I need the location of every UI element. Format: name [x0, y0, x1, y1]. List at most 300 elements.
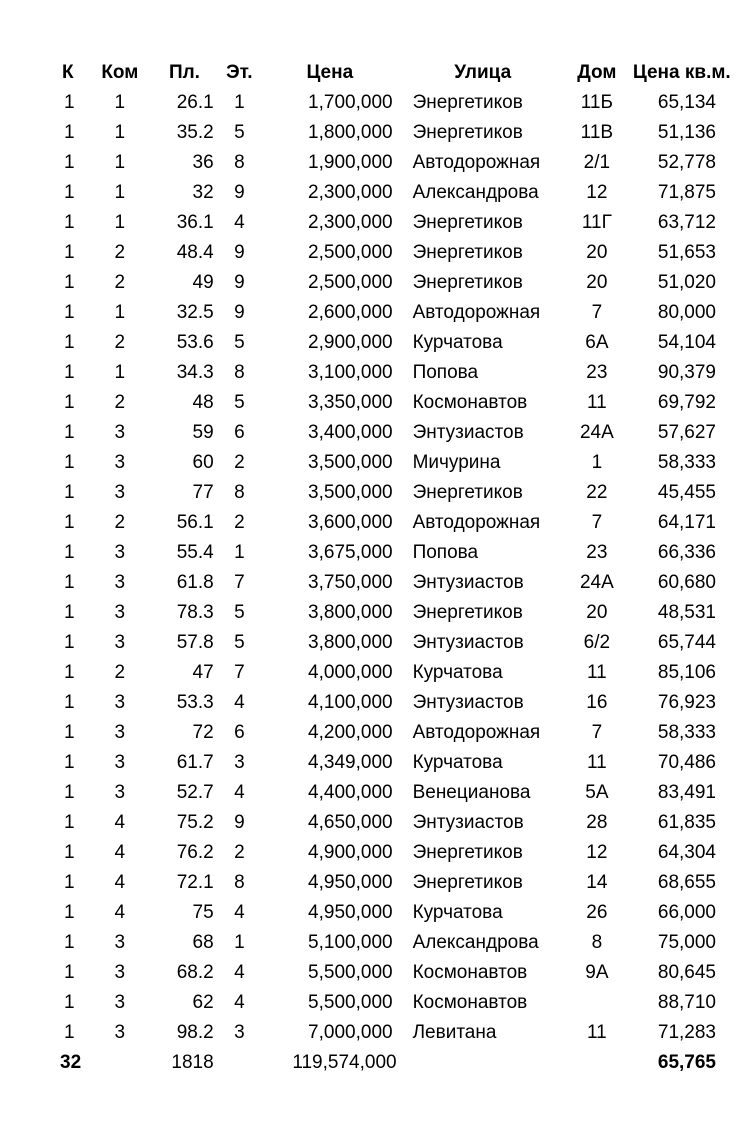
cell-k: 1 — [64, 572, 75, 593]
cell-street: Александрова — [412, 932, 539, 953]
cell-street: Энергетиков — [412, 602, 523, 623]
total-price: 119,574,000 — [292, 1052, 397, 1073]
cell-rooms: 4 — [114, 872, 126, 893]
cell-area: 72 — [192, 722, 214, 743]
cell-house: 20 — [586, 272, 608, 293]
cell-rooms: 1 — [114, 302, 126, 323]
cell-house: 20 — [586, 242, 608, 263]
cell-street: Энергетиков — [412, 212, 523, 233]
cell-rooms: 1 — [114, 122, 126, 143]
cell-rooms: 2 — [114, 512, 126, 533]
table-row — [52, 118, 752, 148]
cell-floor: 8 — [234, 482, 245, 503]
cell-price: 7,000,000 — [308, 1022, 393, 1043]
apartment-table — [52, 58, 752, 1078]
cell-house — [569, 988, 625, 1018]
cell-k: 1 — [64, 452, 75, 473]
table-row — [52, 358, 752, 388]
cell-area: 53.3 — [176, 692, 214, 713]
cell-k: 1 — [64, 362, 75, 383]
table-row — [52, 508, 752, 538]
cell-area: 60 — [192, 452, 214, 473]
total-count: 32 — [60, 1052, 82, 1073]
cell-price: 3,600,000 — [308, 512, 393, 533]
cell-house: 22 — [586, 482, 608, 503]
cell-house: 11 — [587, 1022, 607, 1043]
cell-price: 3,800,000 — [308, 632, 393, 653]
cell-street: Энтузиастов — [412, 632, 524, 653]
cell-house: 12 — [586, 842, 608, 863]
cell-price-per-m2: 61,835 — [657, 812, 716, 833]
cell-area: 68.2 — [176, 962, 214, 983]
cell-floor: 1 — [234, 542, 245, 563]
cell-house: 6А — [585, 332, 609, 353]
table-row — [52, 388, 752, 418]
cell-street: Энергетиков — [412, 842, 523, 863]
cell-k: 1 — [64, 872, 75, 893]
cell-floor: 6 — [234, 722, 245, 743]
cell-price: 5,100,000 — [308, 932, 393, 953]
cell-rooms: 3 — [114, 422, 126, 443]
cell-price-per-m2: 64,304 — [657, 842, 716, 863]
cell-price: 3,500,000 — [308, 482, 393, 503]
total-empty-house — [569, 1048, 625, 1078]
cell-house: 16 — [586, 692, 608, 713]
cell-floor: 7 — [234, 662, 245, 683]
cell-street: Энтузиастов — [412, 812, 524, 833]
cell-area: 36.1 — [176, 212, 214, 233]
cell-rooms: 1 — [114, 92, 126, 113]
cell-floor: 4 — [234, 992, 245, 1013]
cell-price-per-m2: 70,486 — [657, 752, 716, 773]
cell-street: Космонавтов — [412, 992, 528, 1013]
table-row — [52, 598, 752, 628]
cell-price: 4,950,000 — [308, 872, 393, 893]
table-row — [52, 868, 752, 898]
cell-price-per-m2: 65,134 — [657, 92, 716, 113]
cell-area: 57.8 — [176, 632, 214, 653]
cell-k: 1 — [64, 482, 75, 503]
cell-price-per-m2: 58,333 — [657, 722, 716, 743]
cell-area: 75.2 — [176, 812, 214, 833]
cell-price: 3,500,000 — [308, 452, 393, 473]
cell-k: 1 — [64, 752, 75, 773]
cell-price-per-m2: 63,712 — [657, 212, 716, 233]
cell-street: Автодорожная — [412, 302, 541, 323]
cell-price: 4,349,000 — [308, 752, 393, 773]
cell-k: 1 — [64, 212, 75, 233]
cell-k: 1 — [64, 392, 75, 413]
total-empty-rooms — [86, 1048, 153, 1078]
cell-house: 7 — [591, 512, 603, 533]
cell-price-per-m2: 90,379 — [657, 362, 716, 383]
cell-rooms: 3 — [114, 632, 126, 653]
cell-area: 48 — [192, 392, 214, 413]
cell-house: 14 — [586, 872, 608, 893]
cell-street: Энергетиков — [412, 272, 523, 293]
cell-floor: 7 — [234, 572, 245, 593]
cell-k: 1 — [64, 182, 75, 203]
cell-price-per-m2: 48,531 — [657, 602, 716, 623]
table-row — [52, 778, 752, 808]
cell-k: 1 — [64, 692, 75, 713]
table-row — [52, 568, 752, 598]
cell-price: 2,600,000 — [308, 302, 393, 323]
cell-rooms: 3 — [114, 782, 126, 803]
table-row — [52, 178, 752, 208]
cell-k: 1 — [64, 152, 75, 173]
cell-area: 61.8 — [176, 572, 214, 593]
cell-area: 52.7 — [176, 782, 214, 803]
cell-k: 1 — [64, 1022, 75, 1043]
cell-area: 47 — [192, 662, 214, 683]
cell-area: 48.4 — [176, 242, 214, 263]
table-body — [52, 88, 752, 1048]
cell-house: 7 — [591, 722, 603, 743]
cell-floor: 5 — [234, 122, 245, 143]
cell-street: Автодорожная — [412, 722, 541, 743]
cell-house: 26 — [586, 902, 608, 923]
cell-rooms: 3 — [114, 962, 126, 983]
column-header-street: Улица — [454, 62, 512, 83]
cell-street: Курчатова — [412, 332, 503, 353]
cell-rooms: 2 — [114, 242, 126, 263]
cell-rooms: 3 — [114, 602, 126, 623]
cell-rooms: 3 — [114, 1022, 126, 1043]
cell-price-per-m2: 66,000 — [657, 902, 716, 923]
cell-house: 2/1 — [583, 152, 611, 173]
cell-rooms: 3 — [114, 452, 126, 473]
table-row — [52, 418, 752, 448]
cell-floor: 5 — [234, 632, 245, 653]
table-row — [52, 328, 752, 358]
cell-price-per-m2: 58,333 — [657, 452, 716, 473]
total-empty-street — [397, 1048, 569, 1078]
table-row — [52, 718, 752, 748]
cell-area: 56.1 — [176, 512, 214, 533]
cell-floor: 5 — [234, 332, 245, 353]
cell-area: 32.5 — [176, 302, 214, 323]
cell-price: 5,500,000 — [308, 992, 393, 1013]
cell-street: Мичурина — [412, 452, 501, 473]
cell-floor: 8 — [234, 362, 245, 383]
cell-area: 34.3 — [176, 362, 214, 383]
cell-rooms: 2 — [114, 272, 126, 293]
cell-floor: 9 — [234, 272, 245, 293]
cell-floor: 8 — [234, 152, 245, 173]
cell-floor: 4 — [234, 782, 245, 803]
cell-rooms: 4 — [114, 842, 126, 863]
cell-house: 23 — [586, 362, 608, 383]
cell-price-per-m2: 71,875 — [657, 182, 716, 203]
cell-area: 76.2 — [176, 842, 214, 863]
header-row — [52, 58, 752, 88]
cell-street: Автодорожная — [412, 512, 541, 533]
cell-rooms: 1 — [114, 212, 126, 233]
totals-row — [52, 1048, 752, 1078]
table-row — [52, 658, 752, 688]
cell-price-per-m2: 52,778 — [657, 152, 716, 173]
cell-floor: 9 — [234, 812, 245, 833]
cell-house: 6/2 — [583, 632, 611, 653]
cell-street: Венецианова — [412, 782, 531, 803]
cell-area: 68 — [192, 932, 214, 953]
cell-price-per-m2: 80,000 — [657, 302, 716, 323]
cell-k: 1 — [64, 842, 75, 863]
cell-house: 12 — [586, 182, 608, 203]
cell-rooms: 1 — [114, 152, 126, 173]
cell-area: 98.2 — [176, 1022, 214, 1043]
column-header-floor: Эт. — [226, 62, 253, 83]
cell-k: 1 — [64, 902, 75, 923]
cell-area: 32 — [192, 182, 214, 203]
cell-k: 1 — [64, 812, 75, 833]
cell-area: 75 — [192, 902, 214, 923]
cell-house: 7 — [591, 302, 603, 323]
table-row — [52, 898, 752, 928]
cell-k: 1 — [64, 92, 75, 113]
cell-house: 11Б — [580, 92, 613, 113]
cell-k: 1 — [64, 542, 75, 563]
cell-price: 2,300,000 — [308, 182, 393, 203]
column-header-price: Цена — [306, 62, 354, 83]
cell-rooms: 3 — [114, 542, 126, 563]
cell-price-per-m2: 65,744 — [657, 632, 716, 653]
cell-rooms: 2 — [114, 332, 126, 353]
cell-floor: 2 — [234, 452, 245, 473]
cell-k: 1 — [64, 242, 75, 263]
apartment-listing-sheet — [0, 58, 754, 1078]
cell-k: 1 — [64, 722, 75, 743]
cell-price-per-m2: 80,645 — [657, 962, 716, 983]
cell-area: 78.3 — [176, 602, 214, 623]
cell-price: 2,500,000 — [308, 242, 393, 263]
average-price-per-m2: 65,765 — [657, 1052, 716, 1073]
cell-price: 2,300,000 — [308, 212, 393, 233]
cell-price: 4,000,000 — [308, 662, 393, 683]
cell-street: Автодорожная — [412, 152, 541, 173]
cell-area: 26.1 — [176, 92, 214, 113]
cell-k: 1 — [64, 992, 75, 1013]
cell-area: 59 — [192, 422, 214, 443]
table-row — [52, 298, 752, 328]
cell-k: 1 — [64, 782, 75, 803]
cell-floor: 4 — [234, 902, 245, 923]
cell-house: 24А — [579, 572, 614, 593]
cell-house: 11В — [580, 122, 614, 143]
cell-floor: 1 — [234, 932, 245, 953]
cell-k: 1 — [64, 332, 75, 353]
cell-street: Александрова — [412, 182, 539, 203]
cell-street: Курчатова — [412, 902, 503, 923]
cell-street: Энергетиков — [412, 482, 523, 503]
cell-area: 55.4 — [176, 542, 214, 563]
cell-floor: 9 — [234, 242, 245, 263]
cell-area: 53.6 — [176, 332, 214, 353]
cell-floor: 2 — [234, 512, 245, 533]
cell-rooms: 4 — [114, 812, 126, 833]
cell-house: 23 — [586, 542, 608, 563]
table-row — [52, 838, 752, 868]
cell-price-per-m2: 51,653 — [657, 242, 716, 263]
cell-house: 11 — [587, 752, 607, 773]
cell-rooms: 3 — [114, 932, 126, 953]
cell-house: 5А — [585, 782, 609, 803]
table-row — [52, 628, 752, 658]
cell-street: Попова — [412, 362, 479, 383]
column-header-rooms: Ком — [101, 62, 139, 83]
cell-street: Энергетиков — [412, 122, 523, 143]
cell-price: 3,750,000 — [308, 572, 393, 593]
cell-area: 49 — [192, 272, 214, 293]
cell-street: Энтузиастов — [412, 692, 524, 713]
cell-price: 3,350,000 — [308, 392, 393, 413]
cell-street: Космонавтов — [412, 392, 528, 413]
cell-house: 20 — [586, 602, 608, 623]
cell-street: Космонавтов — [412, 962, 528, 983]
cell-area: 62 — [192, 992, 214, 1013]
table-row — [52, 478, 752, 508]
cell-k: 1 — [64, 932, 75, 953]
cell-rooms: 1 — [114, 362, 126, 383]
table-row — [52, 808, 752, 838]
cell-price-per-m2: 57,627 — [657, 422, 716, 443]
cell-k: 1 — [64, 302, 75, 323]
cell-price: 3,800,000 — [308, 602, 393, 623]
cell-floor: 4 — [234, 212, 245, 233]
cell-floor: 1 — [234, 92, 245, 113]
cell-floor: 9 — [234, 182, 245, 203]
cell-price: 4,950,000 — [308, 902, 393, 923]
cell-rooms: 3 — [114, 692, 126, 713]
table-row — [52, 88, 752, 118]
table-row — [52, 688, 752, 718]
cell-price-per-m2: 85,106 — [657, 662, 716, 683]
cell-price: 1,800,000 — [308, 122, 393, 143]
cell-house: 1 — [591, 452, 603, 473]
table-row — [52, 238, 752, 268]
cell-k: 1 — [64, 422, 75, 443]
cell-floor: 6 — [234, 422, 245, 443]
cell-price-per-m2: 66,336 — [657, 542, 716, 563]
cell-price-per-m2: 71,283 — [657, 1022, 716, 1043]
cell-price: 3,675,000 — [308, 542, 393, 563]
table-row — [52, 958, 752, 988]
cell-price: 4,400,000 — [308, 782, 393, 803]
column-header-area: Пл. — [168, 62, 200, 83]
cell-price: 3,100,000 — [308, 362, 393, 383]
table-row — [52, 268, 752, 298]
cell-floor: 8 — [234, 872, 245, 893]
cell-k: 1 — [64, 512, 75, 533]
cell-house: 24А — [579, 422, 614, 443]
cell-price: 5,500,000 — [308, 962, 393, 983]
column-header-house: Дом — [577, 62, 617, 83]
cell-house: 9А — [585, 962, 609, 983]
total-area: 1818 — [171, 1052, 214, 1073]
cell-street: Энергетиков — [412, 242, 523, 263]
cell-k: 1 — [64, 122, 75, 143]
table-row — [52, 988, 752, 1018]
table-row — [52, 148, 752, 178]
cell-price-per-m2: 45,455 — [657, 482, 716, 503]
cell-house: 11Г — [581, 212, 612, 233]
cell-price-per-m2: 75,000 — [657, 932, 716, 953]
cell-k: 1 — [64, 632, 75, 653]
cell-price: 1,900,000 — [308, 152, 393, 173]
cell-floor: 2 — [234, 842, 245, 863]
cell-house: 11 — [587, 662, 607, 683]
cell-price-per-m2: 51,136 — [657, 122, 716, 143]
cell-k: 1 — [64, 962, 75, 983]
cell-rooms: 3 — [114, 572, 126, 593]
cell-rooms: 2 — [114, 662, 126, 683]
table-row — [52, 208, 752, 238]
cell-floor: 5 — [234, 392, 245, 413]
cell-rooms: 3 — [114, 752, 126, 773]
cell-street: Энергетиков — [412, 872, 523, 893]
cell-price-per-m2: 68,655 — [657, 872, 716, 893]
cell-rooms: 3 — [114, 992, 126, 1013]
cell-rooms: 4 — [114, 902, 126, 923]
cell-price-per-m2: 51,020 — [657, 272, 716, 293]
table-row — [52, 448, 752, 478]
cell-price: 3,400,000 — [308, 422, 393, 443]
cell-rooms: 3 — [114, 722, 126, 743]
cell-house: 8 — [591, 932, 603, 953]
cell-floor: 3 — [234, 1022, 245, 1043]
column-header-price-per-m2: Цена кв.м. — [632, 62, 731, 83]
cell-street: Энтузиастов — [412, 422, 524, 443]
table-row — [52, 748, 752, 778]
cell-street: Левитана — [412, 1022, 497, 1043]
cell-price: 4,900,000 — [308, 842, 393, 863]
cell-street: Энергетиков — [412, 92, 523, 113]
cell-price: 4,200,000 — [308, 722, 393, 743]
cell-price-per-m2: 69,792 — [657, 392, 716, 413]
cell-price: 4,100,000 — [308, 692, 393, 713]
cell-price: 4,650,000 — [308, 812, 393, 833]
cell-price: 2,500,000 — [308, 272, 393, 293]
cell-price-per-m2: 54,104 — [657, 332, 716, 353]
cell-area: 35.2 — [176, 122, 214, 143]
cell-floor: 4 — [234, 962, 245, 983]
cell-area: 36 — [192, 152, 214, 173]
cell-street: Попова — [412, 542, 479, 563]
cell-k: 1 — [64, 272, 75, 293]
cell-price: 2,900,000 — [308, 332, 393, 353]
cell-k: 1 — [64, 602, 75, 623]
cell-price-per-m2: 88,710 — [657, 992, 716, 1013]
cell-price-per-m2: 76,923 — [657, 692, 716, 713]
cell-house: 28 — [586, 812, 608, 833]
cell-area: 72.1 — [176, 872, 214, 893]
cell-k: 1 — [64, 662, 75, 683]
cell-floor: 5 — [234, 602, 245, 623]
cell-floor: 4 — [234, 692, 245, 713]
cell-price-per-m2: 83,491 — [657, 782, 716, 803]
cell-street: Курчатова — [412, 752, 503, 773]
cell-price-per-m2: 64,171 — [657, 512, 716, 533]
cell-floor: 3 — [234, 752, 245, 773]
cell-area: 61.7 — [176, 752, 214, 773]
total-empty-floor — [216, 1048, 263, 1078]
cell-price-per-m2: 60,680 — [657, 572, 716, 593]
cell-rooms: 3 — [114, 482, 126, 503]
cell-floor: 9 — [234, 302, 245, 323]
cell-house: 11 — [587, 392, 607, 413]
column-header-k: К — [62, 62, 74, 83]
